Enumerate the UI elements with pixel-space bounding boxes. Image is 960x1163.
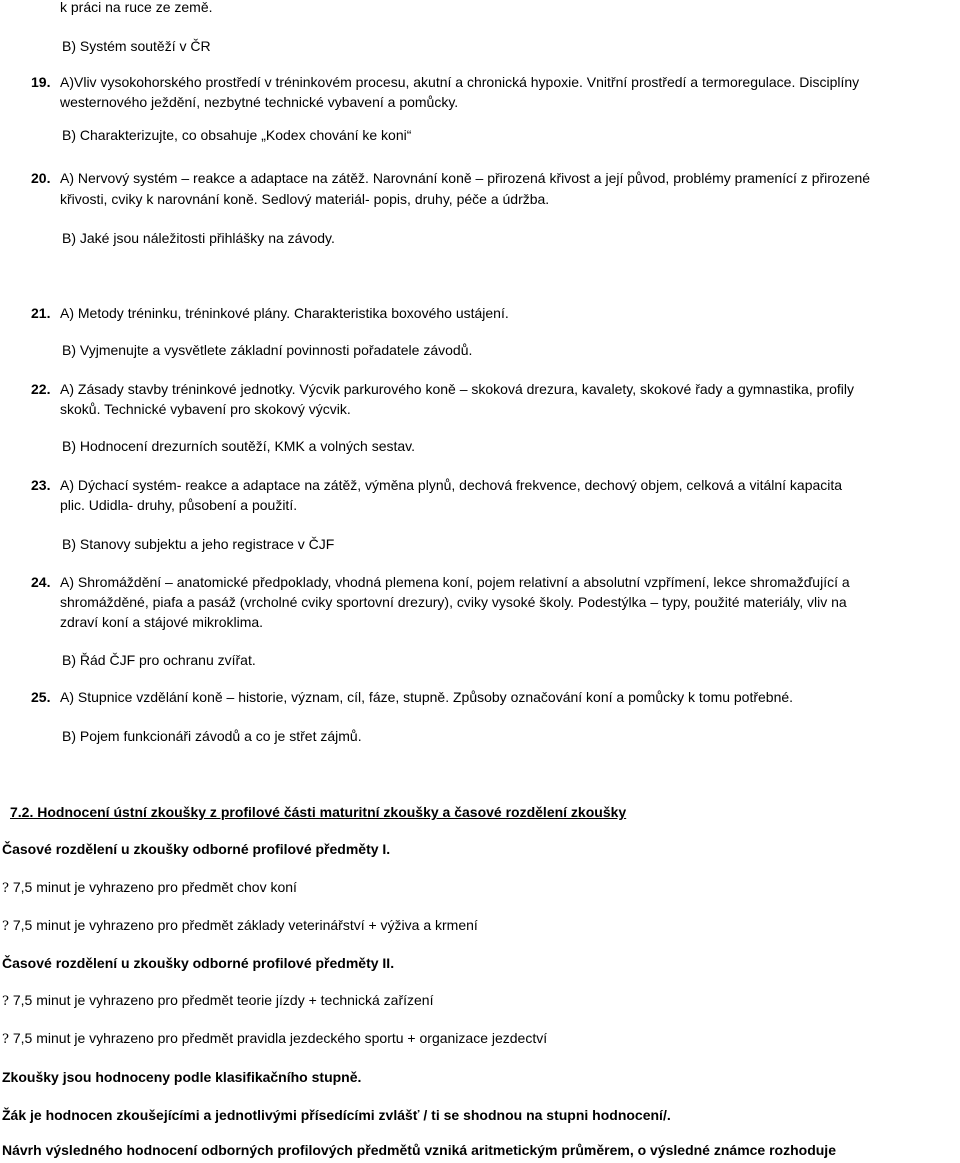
group1-item <box>2 916 478 937</box>
closing-line-3: Návrh výsledného hodnocení odborných profilových předmětů vzniká aritmetickým průměrem, o výsledné známce rozhoduje <box>2 1142 836 1158</box>
question-25-b: B) Pojem funkcionáři závodů a co je střet zájmů. <box>62 728 362 744</box>
question-20-a-line1: A) Nervový systém – reakce a adaptace na zátěž. Narovnání koně – přirozená křivost a její původ, problémy pramenící z přirozené <box>60 170 871 186</box>
group1-heading: Časové rozdělení u zkoušky odborné profilové předměty I. <box>2 841 391 857</box>
question-20-a-line2: křivosti, cviky k narovnání koně. Sedlový materiál- popis, druhy, péče a údržba. <box>60 191 550 207</box>
question-19-a-line1: A)Vliv vysokohorského prostředí v tréninkovém procesu, akutní a chronická hypoxie. Vnitřní prostředí a termoregulace. Disciplíny <box>60 74 860 90</box>
bullet-glyph: ? <box>2 919 9 934</box>
question-19-b: B) Charakterizujte, co obsahuje „Kodex chování ke koni“ <box>62 127 412 143</box>
question-number: 19. <box>31 74 51 90</box>
group2-item-text: 7,5 minut je vyhrazeno pro předmět teorie jízdy + technická zařízení <box>12 992 434 1008</box>
question-number: 23. <box>31 477 51 493</box>
closing-line-2: Žák je hodnocen zkoušejícími a jednotlivými přísedícími zvlášť / ti se shodnou na stupni hodnocení/. <box>2 1107 671 1123</box>
question-23-b: B) Stanovy subjektu a jeho registrace v ČJF <box>62 536 335 552</box>
question-25-a-line1: A) Stupnice vzdělání koně – historie, význam, cíl, fáze, stupně. Způsoby označování koní a pomůcky k tomu potřebné. <box>60 689 794 705</box>
question-18-b: B) Systém soutěží v ČR <box>62 38 211 54</box>
closing-line-1: Zkoušky jsou hodnoceny podle klasifikačního stupně. <box>2 1069 362 1085</box>
question-24-a-line3: zdraví koní a stájové mikroklima. <box>60 614 264 630</box>
question-19-a-line2: westernového ježdění, nezbytné technické vybavení a pomůcky. <box>60 94 459 110</box>
group1-item-text: 7,5 minut je vyhrazeno pro předmět základy veterinářství + výživa a krmení <box>12 917 478 933</box>
question-number: 24. <box>31 574 51 590</box>
question-20-b: B) Jaké jsou náležitosti přihlášky na závody. <box>62 230 335 246</box>
question-21-a-line1: A) Metody tréninku, tréninkové plány. Charakteristika boxového ustájení. <box>60 305 509 321</box>
group2-item <box>2 1029 547 1050</box>
group2-heading: Časové rozdělení u zkoušky odborné profilové předměty II. <box>2 955 395 971</box>
question-number: 25. <box>31 689 51 705</box>
group2-item <box>2 991 433 1012</box>
question-22-a-line2: skoků. Technické vybavení pro skokový výcvik. <box>60 401 351 417</box>
group1-item <box>2 878 297 899</box>
question-22-b: B) Hodnocení drezurních soutěží, KMK a volných sestav. <box>62 438 416 454</box>
question-24-b: B) Řád ČJF pro ochranu zvířat. <box>62 652 256 668</box>
question-24-a-line1: A) Shromáždění – anatomické předpoklady, vhodná plemena koní, pojem relativní a absolutní vzpřímení, lekce shromažďující a <box>60 574 850 590</box>
question-24-a-line2: shromážděné, piafa a pasáž (vrcholné cviky sportovní drezury), cviky vysoké školy. Podestýlka – typy, použité materiály, vliv na <box>60 594 847 610</box>
question-23-a-line2: plic. Udidla- druhy, působení a použití. <box>60 497 298 513</box>
question-number: 20. <box>31 170 51 186</box>
group2-item-text: 7,5 minut je vyhrazeno pro předmět pravidla jezdeckého sportu + organizace jezdectví <box>12 1030 548 1046</box>
bullet-glyph: ? <box>2 881 9 896</box>
question-23-a-line1: A) Dýchací systém- reakce a adaptace na zátěž, výměna plynů, dechová frekvence, dechový objem, celková a vitální kapacita <box>60 477 843 493</box>
bullet-glyph: ? <box>2 1032 9 1047</box>
question-22-a-line1: A) Zásady stavby tréninkové jednotky. Výcvik parkurového koně – skoková drezura, kavalety, skokové řady a gymnastika, profily <box>60 381 854 397</box>
question-21-b: B) Vyjmenujte a vysvětlete základní povinnosti pořadatele závodů. <box>62 342 473 358</box>
question-number: 22. <box>31 381 51 397</box>
question-number: 21. <box>31 305 51 321</box>
top-fragment: k práci na ruce ze země. <box>60 0 213 15</box>
section-title: 7.2. Hodnocení ústní zkoušky z profilové části maturitní zkoušky a časové rozdělení zkoušky <box>10 804 627 820</box>
bullet-glyph: ? <box>2 994 9 1009</box>
group1-item-text: 7,5 minut je vyhrazeno pro předmět chov koní <box>12 879 297 895</box>
